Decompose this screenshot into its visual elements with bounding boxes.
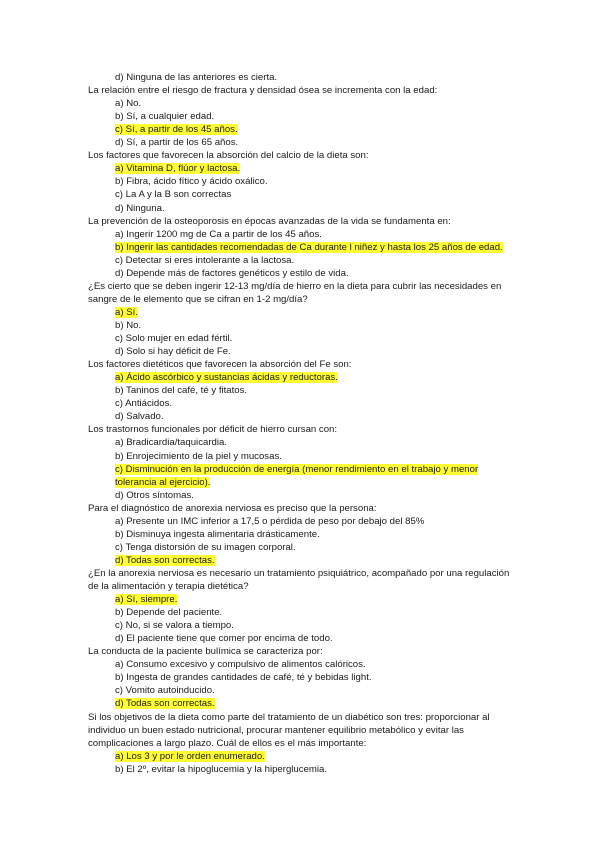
answer-option-line — [115, 620, 234, 632]
highlighted-text: d) Todas son correctas. — [115, 698, 215, 710]
line-text: d) Solo si hay déficit de Fe. — [115, 346, 231, 358]
line-text: d) Ninguna de las anteriores es cierta. — [115, 72, 278, 83]
answer-option-line — [115, 594, 177, 606]
highlighted-text: b) Ingerir las cantidades recomendadas de Ca durante l niñez y hasta los 25 años de edad. — [115, 241, 503, 253]
line-text: b) Taninos del café, té y fitatos. — [115, 385, 248, 397]
line-text: b) Enrojecimiento de la piel y mucosas. — [115, 450, 282, 462]
highlighted-text: a) Sí, siempre. — [115, 594, 178, 605]
question-line — [88, 281, 501, 293]
line-text: individuo un buen estado nutricional, procurar mantener equilibrio metabólico y evitar las — [88, 724, 464, 736]
line-text: a) Bradicardia/taquicardia. — [115, 437, 227, 449]
answer-option-line — [115, 124, 238, 136]
answer-option-line — [115, 176, 268, 188]
answer-option-line — [115, 137, 238, 149]
line-text: c) Solo mujer en edad fértil. — [115, 333, 233, 344]
line-text: de la alimentación y terapia dietética? — [88, 581, 249, 592]
answer-option-line — [115, 163, 240, 175]
answer-option-line — [115, 437, 227, 449]
line-text: Los factores que favorecen la absorción del calcio de la dieta son: — [88, 150, 369, 162]
line-text: sangre de le elemento que se cifran en 1-2 mg/día? — [88, 293, 308, 305]
answer-option-line — [115, 490, 194, 502]
question-line — [88, 646, 323, 658]
highlighted-text: c) Sí, a partir de los 45 años. — [115, 124, 238, 136]
question-line — [88, 738, 366, 750]
answer-option-line — [115, 189, 231, 201]
answer-option-line — [115, 111, 214, 123]
answer-option-line — [115, 398, 172, 410]
line-text: a) Consumo excesivo y compulsivo de alimentos calóricos. — [115, 659, 366, 671]
line-text: b) Ingesta de grandes cantidades de café, té y bebidas light. — [115, 672, 372, 684]
line-text: d) Salvado. — [115, 411, 164, 423]
answer-option-line — [115, 411, 164, 423]
answer-option-line — [115, 372, 338, 384]
highlighted-text: c) Disminución en la producción de energía (menor rendimiento en el trabajo y menor — [115, 463, 479, 475]
line-text: c) No, si se valora a tiempo. — [115, 620, 234, 632]
line-text: La relación entre el riesgo de fractura y densidad ósea se incrementa con la edad: — [88, 85, 438, 96]
question-line — [88, 581, 249, 593]
question-line — [88, 503, 377, 515]
question-line — [88, 294, 308, 306]
answer-option-line — [115, 633, 333, 645]
question-line — [88, 85, 437, 97]
line-text: a) No. — [115, 98, 142, 110]
line-text: b) El 2º, evitar la hipoglucemia y la hiperglucemia. — [115, 763, 328, 775]
answer-option-line — [115, 451, 282, 463]
line-text: c) La A y la B son correctas — [115, 189, 232, 201]
answer-option-line — [115, 685, 215, 697]
answer-option-line — [115, 229, 322, 241]
answer-option-line — [115, 320, 141, 332]
line-text: complicaciones a largo plazo. Cuál de ellos es el más importante: — [88, 737, 367, 749]
line-text: d) Ninguna. — [115, 202, 165, 214]
answer-option-line — [115, 516, 424, 528]
answer-option-line — [115, 659, 366, 671]
answer-option-line — [115, 751, 265, 763]
line-text: c) Vomito autoinducido. — [115, 685, 215, 697]
question-line — [88, 150, 369, 162]
answer-option-line — [115, 242, 503, 254]
answer-option-line — [115, 764, 327, 776]
answer-option-line — [115, 333, 232, 345]
line-text: La prevención de la osteoporosis en épocas avanzadas de la vida se fundamenta en: — [88, 215, 451, 227]
line-text: c) Antiácidos. — [115, 398, 173, 410]
answer-option-line — [115, 555, 215, 567]
answer-option-line — [115, 477, 210, 489]
line-text: d) Otros síntomas. — [115, 489, 194, 501]
highlighted-text: d) Todas son correctas. — [115, 554, 215, 566]
question-line — [88, 568, 509, 580]
line-text: b) Sí, a cualquier edad. — [115, 111, 215, 123]
highlighted-text: tolerancia al ejercicio). — [115, 476, 211, 488]
line-text: Para el diagnóstico de anorexia nerviosa es preciso que la persona: — [88, 502, 377, 514]
line-text: ¿Es cierto que se deben ingerir 12-13 mg/día de hierro en la dieta para cubrir las necesidades en — [88, 280, 502, 292]
line-text: b) No. — [115, 320, 142, 331]
question-line — [88, 712, 490, 724]
answer-option-line — [115, 607, 222, 619]
question-line — [88, 725, 464, 737]
question-line — [88, 359, 351, 371]
line-text: d) Sí, a partir de los 65 años. — [115, 137, 239, 149]
answer-option-line — [115, 464, 478, 476]
answer-option-line — [115, 529, 320, 541]
highlighted-text: a) Vitamina D, flúor y lactosa. — [115, 163, 241, 175]
line-text: Si los objetivos de la dieta como parte del tratamiento de un diabético son tres: proporcionar al — [88, 711, 490, 723]
answer-option-line — [115, 255, 294, 267]
answer-option-line — [115, 385, 247, 397]
answer-option-line — [115, 203, 165, 215]
line-text: b) Depende del paciente. — [115, 607, 223, 619]
line-text: d) Depende más de factores genéticos y estilo de vida. — [115, 267, 349, 279]
answer-option-line — [115, 698, 215, 710]
line-text: Los factores dietéticos que favorecen la absorción del Fe son: — [88, 359, 352, 371]
line-text: La conducta de la paciente bulímica se caracteriza por: — [88, 646, 323, 658]
line-text: a) Presente un IMC inferior a 17,5 o pérdida de peso por debajo del 85% — [115, 515, 425, 527]
line-text: Los trastornos funcionales por déficit de hierro cursan con: — [88, 424, 338, 436]
question-line — [88, 424, 337, 436]
answer-option-line — [115, 72, 277, 84]
line-text: ¿En la anorexia nerviosa es necesario un tratamiento psiquiátrico, acompañado por una regulación — [88, 567, 510, 579]
answer-option-line — [115, 672, 372, 684]
highlighted-text: a) Ácido ascórbico y sustancias ácidas y reductoras. — [115, 372, 338, 384]
line-text: d) El paciente tiene que comer por encima de todo. — [115, 633, 333, 645]
question-line — [88, 216, 451, 228]
line-text: b) Disminuya ingesta alimentaria drásticamente. — [115, 528, 320, 540]
line-text: b) Fibra, ácido fítico y ácido oxálico. — [115, 176, 268, 188]
answer-option-line — [115, 307, 138, 319]
answer-option-line — [115, 268, 349, 280]
line-text: c) Detectar si eres intolerante a la lactosa. — [115, 254, 295, 266]
highlighted-text: a) Sí. — [115, 306, 138, 318]
answer-option-line — [115, 98, 141, 110]
line-text: a) Ingerir 1200 mg de Ca a partir de los 45 años. — [115, 228, 322, 240]
answer-option-line — [115, 542, 296, 554]
line-text: c) Tenga distorsión de su imagen corporal. — [115, 541, 296, 553]
highlighted-text: a) Los 3 y por le orden enumerado. — [115, 750, 265, 762]
answer-option-line — [115, 346, 231, 358]
